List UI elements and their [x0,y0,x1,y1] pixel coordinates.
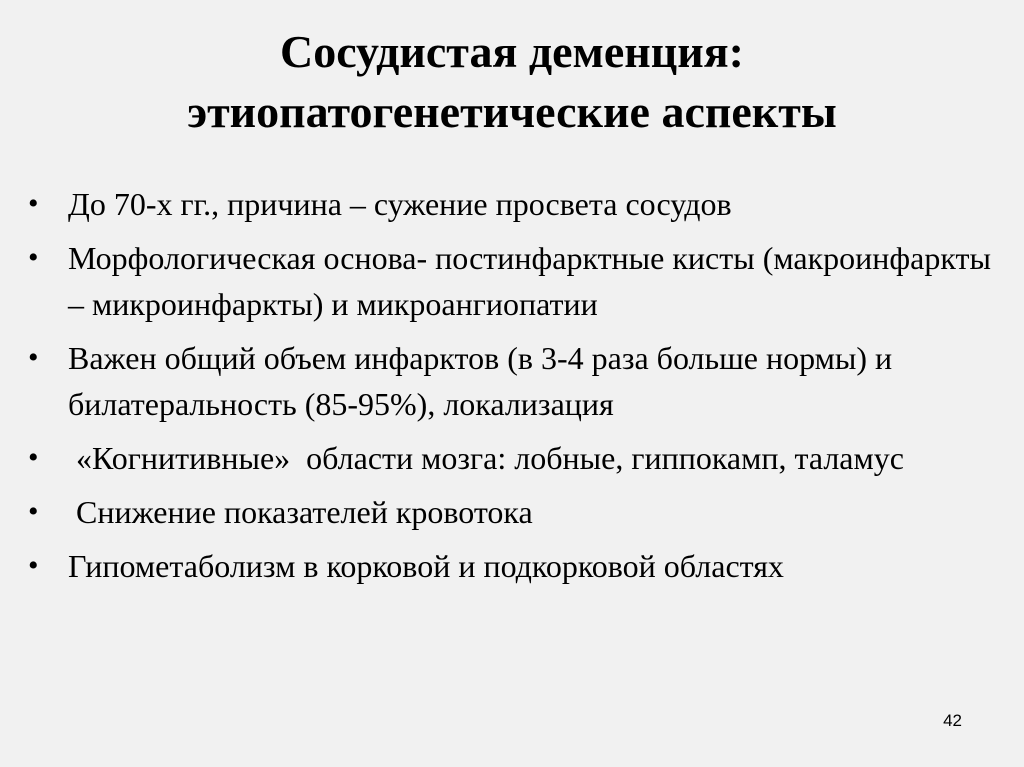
bullet-marker: • [28,549,39,582]
bullet-item [28,335,1003,427]
bullet-item [28,235,1003,327]
bullet-text: Снижение показателей кровотока [68,494,533,530]
bullet-text: «Когнитивные» области мозга: лобные, гиппокамп, таламус [68,440,904,476]
bullet-item [28,543,1003,589]
title-line-1: Сосудистая деменция: [279,26,745,77]
page-number: 42 [943,711,962,730]
bullet-item [28,489,1003,535]
slide-title [0,22,1024,142]
bullet-marker: • [28,495,39,528]
bullet-text: Морфологическая основа- постинфарктные кисты (макроинфаркты – микроинфаркты) и микроангиопатии [68,240,991,322]
bullet-text: До 70-х гг., причина – сужение просвета сосудов [68,186,732,222]
bullet-list [28,181,1003,597]
bullet-item [28,181,1003,227]
bullet-marker: • [28,187,39,220]
bullet-text: Гипометаболизм в корковой и подкорковой областях [68,548,784,584]
bullet-marker: • [28,241,39,274]
title-line-2: этиопатогенетические аспекты [187,86,837,137]
bullet-marker: • [28,441,39,474]
bullet-item [28,435,1003,481]
bullet-marker: • [28,341,39,374]
bullet-text: Важен общий объем инфарктов (в 3-4 раза больше нормы) и билатеральность (85-95%), локализация [68,340,893,422]
